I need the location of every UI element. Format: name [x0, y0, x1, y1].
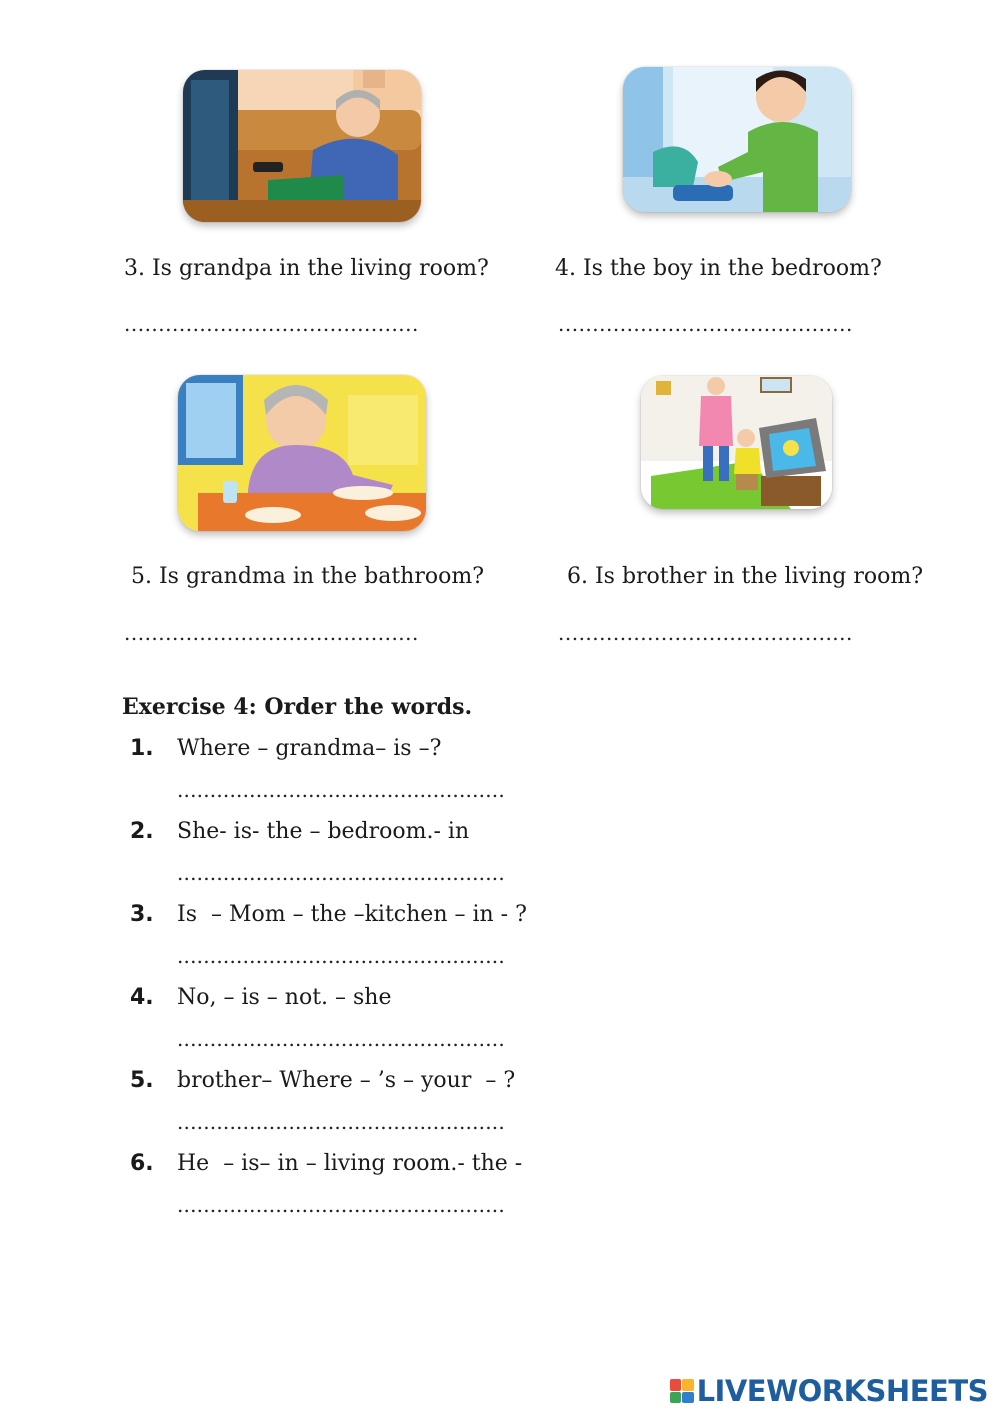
item-words: brother– Where – ’s – your – ?: [177, 1068, 516, 1093]
liveworksheets-brand: [670, 1374, 988, 1408]
item-words: He – is– in – living room.- the -: [177, 1151, 523, 1176]
item-answer-line[interactable]: ..................................................: [177, 944, 505, 968]
answer-line-6[interactable]: ...........................................: [558, 621, 853, 645]
item-answer-line[interactable]: ..................................................: [177, 778, 505, 802]
liveworksheets-logo-icon: [670, 1379, 694, 1403]
item-number: 3.: [130, 902, 154, 927]
item-answer-line[interactable]: ..................................................: [177, 861, 505, 885]
exercise-4-title: Exercise 4: Order the words.: [122, 694, 473, 720]
answer-line-4[interactable]: ...........................................: [558, 312, 853, 336]
item-words: She- is- the – bedroom.- in: [177, 819, 470, 844]
question-3: 3. Is grandpa in the living room?: [124, 256, 489, 281]
brother-living-room-picture: [641, 376, 832, 509]
grandpa-living-room-picture: [183, 70, 421, 222]
question-5: 5. Is grandma in the bathroom?: [131, 564, 484, 589]
item-words: Where – grandma– is –?: [177, 736, 442, 761]
question-6: 6. Is brother in the living room?: [567, 564, 924, 589]
item-number: 6.: [130, 1151, 154, 1176]
item-answer-line[interactable]: ..................................................: [177, 1193, 505, 1217]
grandma-kitchen-picture: [178, 375, 426, 531]
item-number: 1.: [130, 736, 154, 761]
item-words: No, – is – not. – she: [177, 985, 392, 1010]
item-number: 5.: [130, 1068, 154, 1093]
question-4: 4. Is the boy in the bedroom?: [555, 256, 882, 281]
item-number: 4.: [130, 985, 154, 1010]
item-words: Is – Mom – the –kitchen – in - ?: [177, 902, 527, 927]
brand-name: LIVEWORKSHEETS: [696, 1374, 988, 1408]
item-answer-line[interactable]: ..................................................: [177, 1110, 505, 1134]
item-answer-line[interactable]: ..................................................: [177, 1027, 505, 1051]
boy-bathroom-picture: [623, 67, 851, 212]
answer-line-5[interactable]: ...........................................: [124, 621, 419, 645]
item-number: 2.: [130, 819, 154, 844]
answer-line-3[interactable]: ...........................................: [124, 312, 419, 336]
